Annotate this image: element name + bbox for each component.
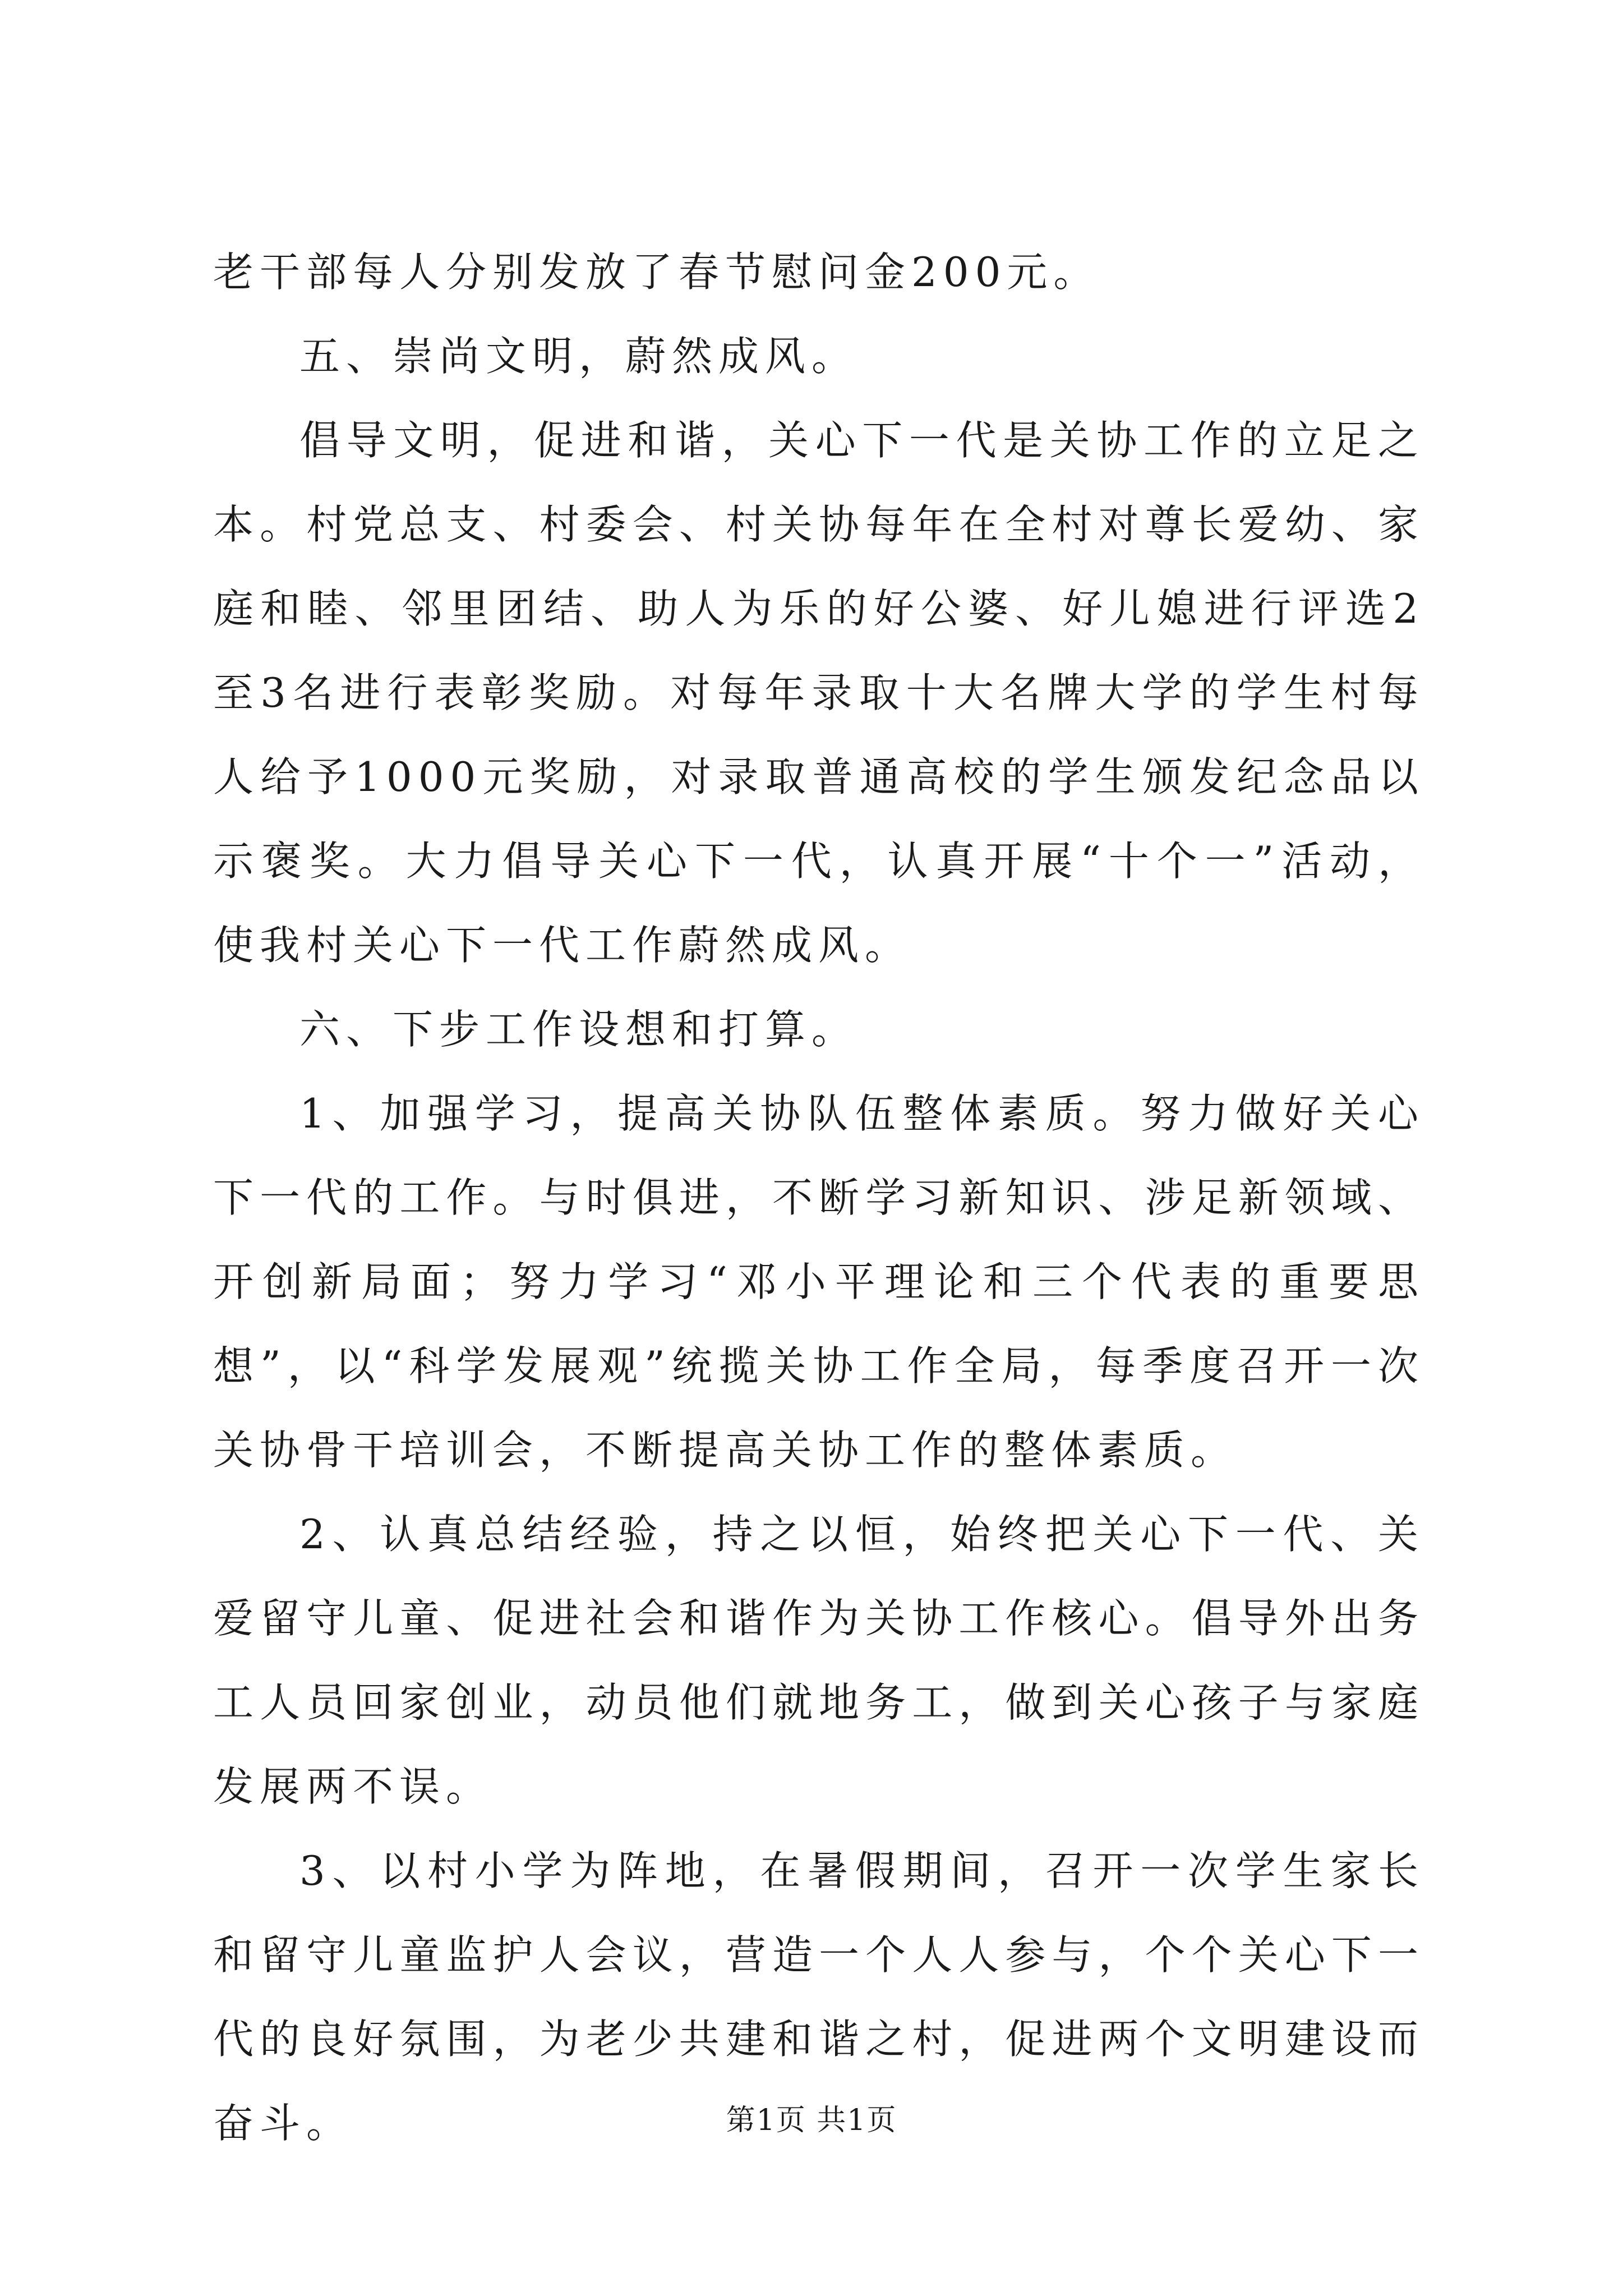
plan-item-1: 1、加强学习，提高关协队伍整体素质。努力做好关心下一代的工作。与时俱进，不断学习新知识、涉足新领域、开创新局面；努力学习“邓小平理论和三个代表的重要思想”，以“科学发展观”统揽关协工作全局，每季度召开一次关协骨干培训会，不断提高关协工作的整体素质。 — [213, 1090, 1424, 1474]
plan-item-2: 2、认真总结经验，持之以恒，始终把关心下一代、关爱留守儿童、促进社会和谐作为关协工作核心。倡导外出务工人员回家创业，动员他们就地务工，做到关心孩子与家庭发展两不误。 — [213, 1511, 1424, 1810]
paragraph-continuation: 老干部每人分别发放了春节慰问金200元。 — [213, 249, 1100, 296]
section-heading-six: 六、下步工作设想和打算。 — [299, 1006, 859, 1053]
page-number-footer: 第1页 共1页 — [726, 2104, 897, 2137]
document-body — [213, 230, 1424, 2165]
paragraph-civilization: 倡导文明，促进和谐，关心下一代是关协工作的立足之本。村党总支、村委会、村关协每年在全村对尊长爱幼、家庭和睦、邻里团结、助人为乐的好公婆、好儿媳进行评选2至3名进行表彰奖励。对每年录取十大名牌大学的学生村每人给予1000元奖励，对录取普通高校的学生颁发纪念品以示褒奖。大力倡导关心下一代，认真开展“十个一”活动，使我村关心下一代工作蔚然成风。 — [213, 417, 1424, 969]
section-heading-five: 五、崇尚文明，蔚然成风。 — [299, 333, 859, 380]
plan-item-3: 3、以村小学为阵地，在暑假期间，召开一次学生家长和留守儿童监护人会议，营造一个人人参与，个个关心下一代的良好氛围，为老少共建和谐之村，促进两个文明建设而奋斗。 — [213, 1847, 1424, 2147]
